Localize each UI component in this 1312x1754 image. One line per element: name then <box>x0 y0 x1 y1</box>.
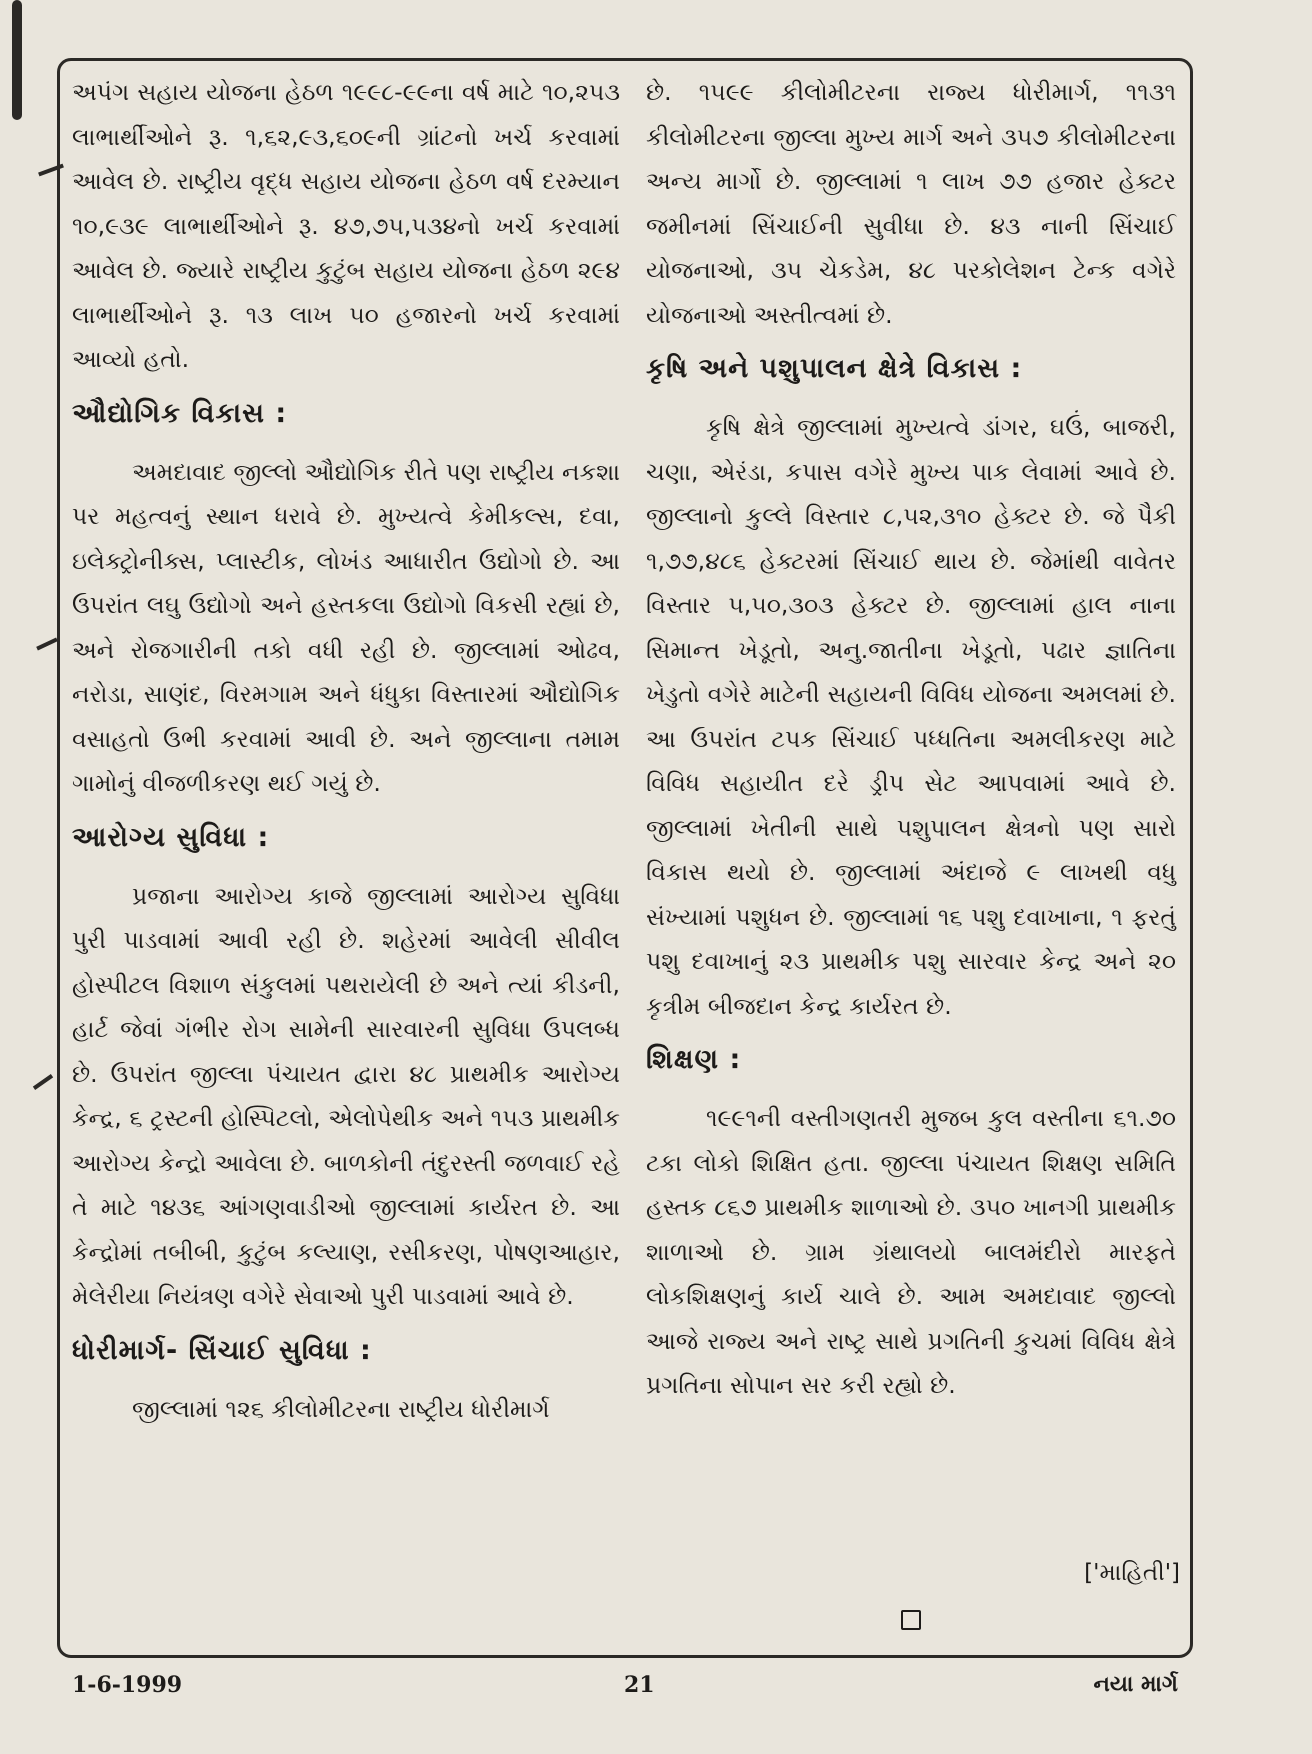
heading-roads-irrigation: ધોરીમાર્ગ- સિંચાઈ સુવિધા : <box>72 1334 372 1366</box>
end-of-article-box-icon <box>901 1610 921 1630</box>
paragraph-agriculture: કૃષિ ક્ષેત્રે જીલ્લામાં મુખ્યત્વે ડાંગર, ઘઉં, બાજરી, ચણા, એરંડા, કપાસ વગેરે મુખ્ય પાક લેવામાં આવે છે. જીલ્લાનો કુલ્લે વિસ્તાર ૮,૫૨,૩૧૦ હેક્ટર છે. જે પૈકી ૧,૭૭,૪૮૬ હેક્ટરમાં સિંચાઈ થાય છે. જેમાંથી વાવેતર વિસ્તાર ૫,૫૦,૩૦૩ હેક્ટર છે. જીલ્લામાં હાલ નાના સિમાન્ત ખેડૂતો, અનુ.જાતીના ખેડૂતો, પઢાર જ્ઞાતિના ખેડુતો વગેરે માટેની સહાયની વિવિધ યોજના અમલમાં છે. આ ઉપરાંત ટપક સિંચાઈ પધ્ધતિના અમલીકરણ માટે વિવિધ સહાયીત દરે ડ્રીપ સેટ આપવામાં આવે છે. જીલ્લામાં ખેતીની સાથે પશુપાલન ક્ષેત્રનો પણ સારો વિકાસ થયો છે. જીલ્લામાં અંદાજે ૯ લાખથી વધુ સંખ્યામાં પશુધન છે. જીલ્લામાં ૧૬ પશુ દવાખાના, ૧ ફરતું પશુ દવાખાનું ૨૩ પ્રાથમીક પશુ સારવાર કેન્દ્ર અને ૨૦ કૃત્રીમ બીજદાન કેન્દ્ર કાર્યરત છે. <box>646 413 1176 1020</box>
paragraph-industrial-development: અમદાવાદ જીલ્લો ઔદ્યોગિક રીતે પણ રાષ્ટ્રીય નકશા પર મહત્વનું સ્થાન ધરાવે છે. મુખ્યત્વે કેમીકલ્સ, દવા, ઇલેક્ટ્રોનીક્સ, પ્લાસ્ટીક, લોખંડ આધારીત ઉદ્યોગો છે. આ ઉપરાંત લઘુ ઉદ્યોગો અને હસ્તકલા ઉદ્યોગો વિકસી રહ્યાં છે, અને રોજગારીની તકો વધી રહી છે. જીલ્લામાં ઓઢવ, નરોડા, સાણંદ, વિરમગામ અને ધંધુકા વિસ્તારમાં ઔદ્યોગિક વસાહતો ઉભી કરવામાં આવી છે. અને જીલ્લાના તમામ ગામોનું વીજળીકરણ થઈ ગયું છે. <box>72 457 620 797</box>
magazine-title: નયા માર્ગ <box>1093 1672 1178 1697</box>
binding-mark <box>12 0 22 120</box>
footer-date: 1-6-1999 <box>72 1672 183 1698</box>
paragraph-roads-continued: છે. ૧૫૯૯ કીલોમીટરના રાજ્ય ધોરીમાર્ગ, ૧૧૩૧ કીલોમીટરના જીલ્લા મુખ્ય માર્ગ અને ૩૫૭ કીલોમીટરના અન્ય માર્ગો છે. જીલ્લામાં ૧ લાખ ૭૭ હજાર હેક્ટર જમીનમાં સિંચાઈની સુવીધા છે. ૪૩ નાની સિંચાઈ યોજનાઓ, ૩૫ ચેકડેમ, ૪૮ પરકોલેશન ટેન્ક વગેરે યોજનાઓ અસ્તીત્વમાં છે. <box>646 78 1176 329</box>
paragraph-disability-aid: અપંગ સહાય યોજના હેઠળ ૧૯૯૮-૯૯ના વર્ષ માટે ૧૦,૨૫૩ લાભાર્થીઓને રૂ. ૧,૬૨,૯૩,૬૦૯ની ગ્રાંટનો ખર્ચ કરવામાં આવેલ છે. રાષ્ટ્રીય વૃદ્ધ સહાય યોજના હેઠળ વર્ષ દરમ્યાન ૧૦,૯૩૯ લાભાર્થીઓને રૂ. ૪૭,૭૫,૫૩૪નો ખર્ચ કરવામાં આવેલ છે. જ્યારે રાષ્ટ્રીય કુટુંબ સહાય યોજના હેઠળ ૨૯૪ લાભાર્થીઓને રૂ. ૧૩ લાખ ૫૦ હજારનો ખર્ચ કરવામાં આવ્યો હતો. <box>72 78 620 373</box>
heading-health-facility: આરોગ્ય સુવિધા : <box>72 821 270 853</box>
paragraph-education: ૧૯૯૧ની વસ્તીગણતરી મુજબ કુલ વસ્તીના ૬૧.૭૦ ટકા લોકો શિક્ષિત હતા. જીલ્લા પંચાયત શિક્ષણ સમિતિ હસ્તક ૮૬૭ પ્રાથમીક શાળાઓ છે. ૩૫૦ ખાનગી પ્રાથમીક શાળાઓ છે. ગ્રામ ગ્રંથાલયો બાલમંદીરો મારફતે લોકશિક્ષણનું કાર્ય ચાલે છે. આમ અમદાવાદ જીલ્લો આજે રાજ્ય અને રાષ્ટ્ર સાથે પ્રગતિની કુચમાં વિવિધ ક્ષેત્રે પ્રગતિના સોપાન સર કરી રહ્યો છે. <box>646 1104 1176 1399</box>
source-credit: ['માહિતી'] <box>1084 1560 1180 1586</box>
paragraph-roads: જીલ્લામાં ૧૨૬ કીલોમીટરના રાષ્ટ્રીય ધોરીમાર્ગ <box>132 1394 550 1423</box>
right-column <box>646 70 1176 1418</box>
left-column <box>72 70 620 1441</box>
binding-mark <box>36 638 58 651</box>
heading-agriculture-animal-husbandry: કૃષિ અને પશુપાલન ક્ષેત્રે વિકાસ : <box>646 353 1023 384</box>
heading-industrial-development: ઔદ્યોગિક વિકાસ : <box>72 397 288 429</box>
binding-mark <box>33 1074 53 1090</box>
paragraph-health-facility: પ્રજાના આરોગ્ય કાજે જીલ્લામાં આરોગ્ય સુવિધા પુરી પાડવામાં આવી રહી છે. શહેરમાં આવેલી સીવીલ હોસ્પીટલ વિશાળ સંકુલમાં પથરાયેલી છે અને ત્યાં કીડની, હાર્ટ જેવાં ગંભીર રોગ સામેની સારવારની સુવિધા ઉપલબ્ધ છે. ઉપરાંત જીલ્લા પંચાયત દ્વારા ૪૮ પ્રાથમીક આરોગ્ય કેન્દ્ર, ૬ ટ્રસ્ટની હોસ્પિટલો, એલોપેથીક અને ૧૫૩ પ્રાથમીક આરોગ્ય કેન્દ્રો આવેલા છે. બાળકોની તંદુરસ્તી જળવાઈ રહે તે માટે ૧૪૩૬ આંગણવાડીઓ જીલ્લામાં કાર્યરત છે. આ કેન્દ્રોમાં તબીબી, કુટુંબ કલ્યાણ, રસીકરણ, પોષણઆહાર, મેલેરીયા નિયંત્રણ વગેરે સેવાઓ પુરી પાડવામાં આવે છે. <box>72 881 620 1310</box>
heading-education: શિક્ષણ : <box>646 1044 742 1075</box>
page-number: 21 <box>624 1672 655 1698</box>
